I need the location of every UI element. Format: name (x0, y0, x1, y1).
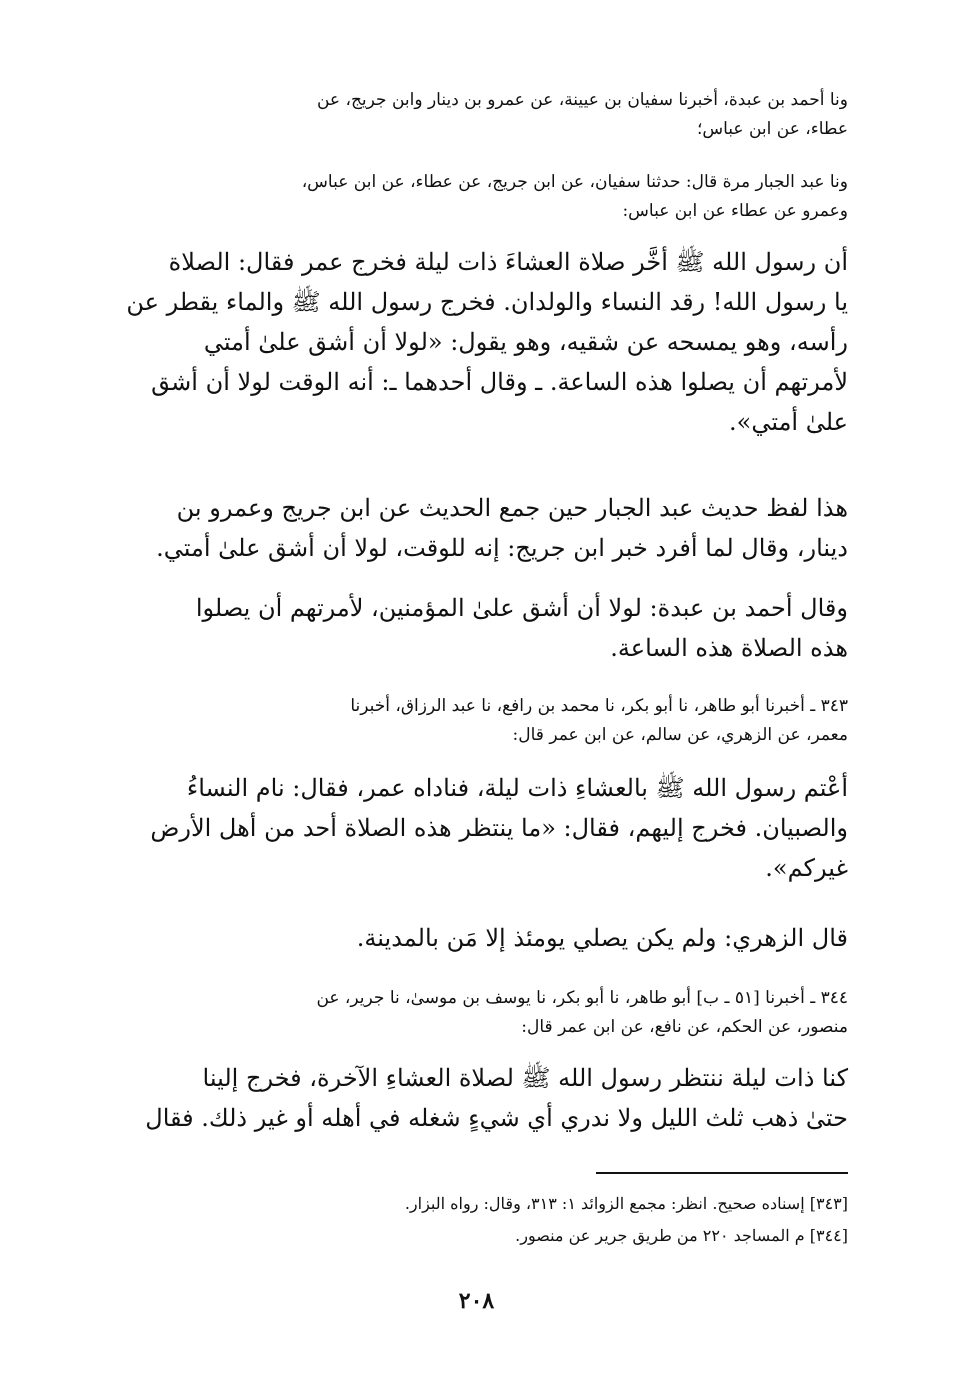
page-number: ٢٠٨ (458, 1288, 495, 1314)
isnad-paragraph-1: ونا أحمد بن عبدة، أخبرنا سفيان بن عيينة، عن عمرو بن دينار وابن جريج، عن عطاء، عن ابن عباس؛ (316, 90, 848, 139)
hadith-text-paragraph-1: أن رسول الله ﷺ أخَّر صلاة العشاءَ ذات ليلة فخرج عمر فقال: الصلاة يا رسول الله! رقد النساء والولدان. فخرج رسول الله ﷺ والماء يقطر عن رأسه، وهو يمسحه عن شقيه، وهو يقول: «لولا أن أشق علىٰ أمتي لأمرتهم أن يصلوا هذه الساعة. ـ وقال أحدهما ـ: أنه الوقت لولا أن أشق علىٰ أمتي». (126, 248, 848, 436)
isnad-paragraph-2: ونا عبد الجبار مرة قال: حدثنا سفيان، عن ابن جريج، عن عطاء، عن ابن عباس، وعمرو عن عطاء عن ابن عباس: (301, 172, 848, 221)
hadith-text-343: أعْتم رسول الله ﷺ بالعشاءِ ذات ليلة، فناداه عمر، فقال: نام النساءُ والصبيان. فخرج إليهم، فقال: «ما ينتظر هذه الصلاة أحد من أهل الأرض غيركم». (150, 774, 848, 882)
footnote-divider (596, 1172, 848, 1174)
footnotes: [٣٤٣] إسناده صحيح. انظر: مجمع الزوائد ١: ٣١٣، وقال: رواه البزار. [٣٤٤] م المساجد ٢٢٠ من طريق جرير عن منصور. (404, 1194, 848, 1245)
commentary-paragraph-1: هذا لفظ حديث عبد الجبار حين جمع الحديث عن ابن جريج وعمرو بن دينار، وقال لما أفرد خبر ابن جريج: إنه للوقت، لولا أن أشق علىٰ أمتي. (156, 494, 848, 562)
isnad-344: ٣٤٤ ـ أخبرنا [٥١ ـ ب] أبو طاهر، نا أبو بكر، نا يوسف بن موسىٰ، نا جرير، عن منصور، عن الحكم، عن نافع، عن ابن عمر قال: (316, 988, 848, 1037)
commentary-paragraph-2: وقال أحمد بن عبدة: لولا أن أشق علىٰ المؤمنين، لأمرتهم أن يصلوا هذه الصلاة هذه الساعة. (195, 594, 848, 662)
zuhri-comment: قال الزهري: ولم يكن يصلي يومئذ إلا مَن بالمدينة. (356, 924, 848, 952)
hadith-text-344: كنا ذات ليلة ننتظر رسول الله ﷺ لصلاة العشاءِ الآخرة، فخرج إلينا حتىٰ ذهب ثلث الليل ولا ندري أي شيءٍ شغله في أهله أو غير ذلك. فقال (145, 1064, 848, 1132)
isnad-343: ٣٤٣ ـ أخبرنا أبو طاهر، نا أبو بكر، نا محمد بن رافع، نا عبد الرزاق، أخبرنا معمر، عن الزهري، عن سالم، عن ابن عمر قال: (350, 696, 848, 745)
